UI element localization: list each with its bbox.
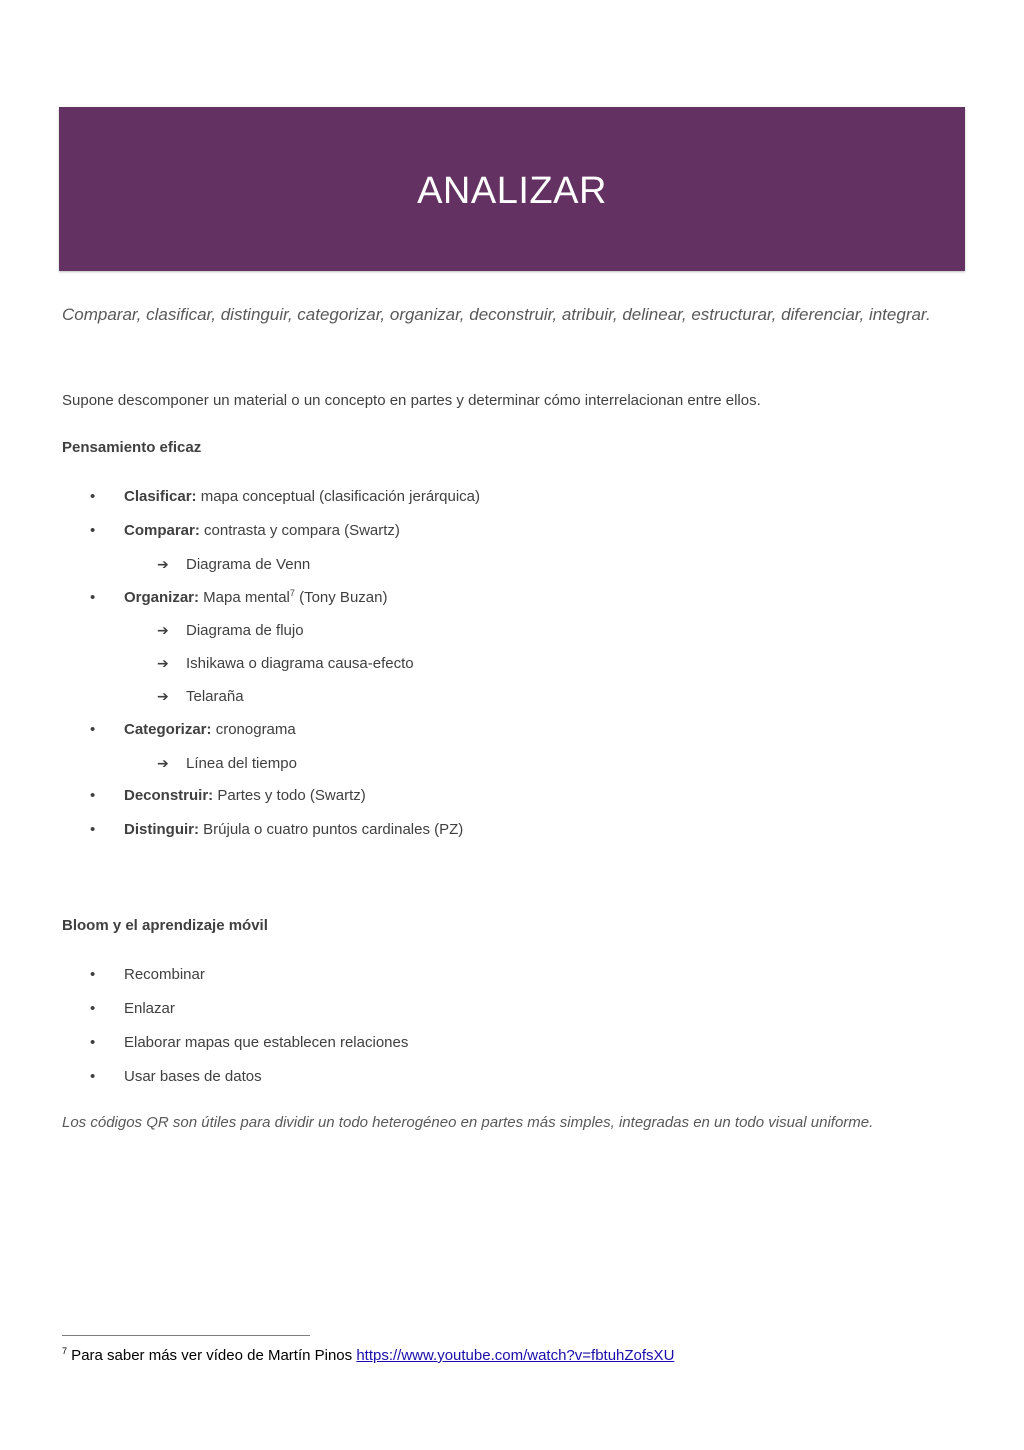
- footnote-number: 7: [62, 1346, 68, 1356]
- item-term: Categorizar:: [124, 721, 212, 738]
- sub-item-text: Telaraña: [186, 688, 244, 705]
- list-item-organizar: [90, 588, 387, 608]
- bullet-icon: •: [90, 589, 96, 606]
- bullet-icon: •: [90, 787, 96, 804]
- arrow-right-icon: ➔: [157, 755, 169, 771]
- arrow-right-icon: ➔: [157, 688, 169, 704]
- sub-item: [157, 653, 414, 674]
- footnote-ref[interactable]: 7: [289, 588, 295, 598]
- sub-item: [157, 554, 310, 575]
- item-term: Distinguir:: [124, 821, 199, 838]
- footnote: [62, 1345, 674, 1367]
- item-text: Enlazar: [124, 1000, 175, 1017]
- item-text-after: (Tony Buzan): [294, 589, 388, 606]
- bullet-icon: •: [90, 522, 96, 539]
- item-term: Organizar:: [124, 589, 200, 606]
- sub-item-text: Línea del tiempo: [186, 755, 297, 772]
- sub-item-text: Diagrama de flujo: [186, 622, 304, 639]
- list-item-categorizar: [90, 720, 296, 740]
- sub-item: [157, 753, 297, 774]
- item-text: Usar bases de datos: [124, 1068, 262, 1085]
- bullet-icon: •: [90, 1034, 96, 1051]
- sub-item: [157, 620, 304, 641]
- footnote-link[interactable]: https://www.youtube.com/watch?v=fbtuhZofsXU: [356, 1347, 675, 1364]
- list-item-clasificar: [90, 487, 480, 507]
- list-item-distinguir: [90, 820, 463, 840]
- item-text: Recombinar: [124, 966, 205, 983]
- item-term: Comparar:: [124, 522, 200, 539]
- list-item: [90, 1033, 408, 1053]
- item-text: cronograma: [211, 721, 296, 738]
- item-text: contrasta y compara (Swartz): [199, 522, 400, 539]
- item-term: Clasificar:: [124, 488, 197, 505]
- list-item: [90, 965, 205, 985]
- arrow-right-icon: ➔: [157, 655, 169, 671]
- bullet-icon: •: [90, 1068, 96, 1085]
- sub-item-text: Diagrama de Venn: [186, 556, 311, 573]
- item-text: Partes y todo (Swartz): [213, 787, 366, 804]
- item-text: Elaborar mapas que establecen relaciones: [124, 1034, 409, 1051]
- footnote-text: Para saber más ver vídeo de Martín Pinos: [67, 1347, 357, 1364]
- bullet-icon: •: [90, 1000, 96, 1017]
- intro-verbs: Comparar, clasificar, distinguir, categorizar, organizar, deconstruir, atribuir, delinear, estructurar, diferenciar, integrar.: [62, 305, 931, 324]
- item-text: Brújula o cuatro puntos cardinales (PZ): [199, 821, 464, 838]
- item-text: Mapa mental: [199, 589, 290, 606]
- sub-item: [157, 686, 244, 707]
- closing-note: Los códigos QR son útiles para dividir un todo heterogéneo en partes más simples, integradas en un todo visual uniforme.: [62, 1114, 874, 1131]
- description: Supone descomponer un material o un concepto en partes y determinar cómo interrelacionan entre ellos.: [62, 392, 761, 409]
- sub-item-text: Ishikawa o diagrama causa-efecto: [186, 655, 414, 672]
- section-heading-pensamiento: Pensamiento eficaz: [62, 439, 202, 456]
- list-item: [90, 1067, 262, 1087]
- bullet-icon: •: [90, 821, 96, 838]
- arrow-right-icon: ➔: [157, 556, 169, 572]
- item-text: mapa conceptual (clasificación jerárquica): [196, 488, 481, 505]
- list-item-deconstruir: [90, 786, 366, 806]
- bullet-icon: •: [90, 966, 96, 983]
- list-item-comparar: [90, 521, 400, 541]
- arrow-right-icon: ➔: [157, 622, 169, 638]
- footnote-divider: [62, 1335, 310, 1336]
- item-term: Deconstruir:: [124, 787, 214, 804]
- bullet-icon: •: [90, 488, 96, 505]
- bullet-icon: •: [90, 721, 96, 738]
- page-title: ANALIZAR: [417, 170, 607, 212]
- list-item: [90, 999, 175, 1019]
- section-heading-bloom: Bloom y el aprendizaje móvil: [62, 917, 268, 934]
